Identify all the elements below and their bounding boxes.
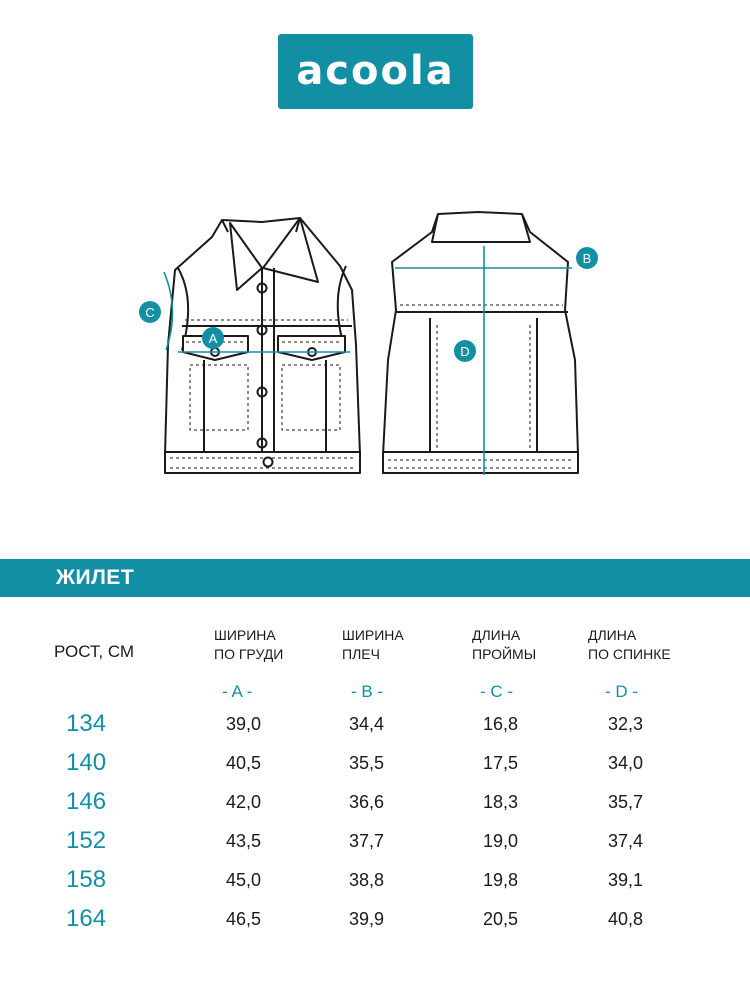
product-title-bar — [0, 559, 750, 597]
height-value: 158 — [66, 866, 107, 893]
height-value: 146 — [66, 788, 107, 815]
vest-front-drawing — [165, 218, 360, 473]
chest-width-value: 39,0 — [226, 714, 262, 734]
column-header-d: ДЛИНА ПО СПИНКЕ — [588, 627, 671, 662]
chest-width-value: 43,5 — [226, 831, 262, 851]
size-row — [0, 905, 750, 943]
garment-diagram — [0, 150, 750, 490]
marker-c — [139, 301, 161, 323]
shoulder-width-value: 36,6 — [349, 792, 385, 812]
back-length-value: 32,3 — [608, 714, 644, 734]
height-column-header: РОСТ, СМ — [54, 642, 135, 661]
back-length-value: 39,1 — [608, 870, 644, 890]
size-row — [0, 827, 750, 865]
height-value: 140 — [66, 749, 107, 776]
armhole-length-value: 19,0 — [483, 831, 519, 851]
shoulder-width-value: 38,8 — [349, 870, 385, 890]
height-value: 152 — [66, 827, 107, 854]
armhole-length-value: 17,5 — [483, 753, 519, 773]
armhole-length-value: 18,3 — [483, 792, 519, 812]
armhole-length-value: 16,8 — [483, 714, 519, 734]
svg-text:C: C — [145, 305, 155, 320]
product-title: ЖИЛЕТ — [56, 566, 135, 589]
chest-width-value: 40,5 — [226, 753, 262, 773]
height-value: 134 — [66, 710, 107, 737]
column-code-d: - D - — [605, 682, 639, 701]
column-code-c: - C - — [480, 682, 514, 701]
vest-back-drawing — [383, 212, 578, 473]
shoulder-width-value: 35,5 — [349, 753, 385, 773]
size-row — [0, 710, 750, 748]
column-header-b: ШИРИНА ПЛЕЧ — [342, 627, 404, 662]
svg-text:B: B — [582, 251, 592, 266]
column-header-a: ШИРИНА ПО ГРУДИ — [214, 627, 284, 662]
marker-d — [454, 340, 476, 362]
back-length-value: 40,8 — [608, 909, 644, 929]
brand-logo — [278, 34, 473, 109]
marker-a — [202, 327, 224, 349]
chest-width-value: 46,5 — [226, 909, 262, 929]
size-row — [0, 866, 750, 904]
svg-text:D: D — [460, 344, 470, 359]
back-length-value: 37,4 — [608, 831, 644, 851]
back-length-value: 35,7 — [608, 792, 644, 812]
shoulder-width-value: 39,9 — [349, 909, 385, 929]
svg-text:A: A — [208, 331, 218, 346]
back-length-value: 34,0 — [608, 753, 644, 773]
height-value: 164 — [66, 905, 107, 932]
armhole-length-value: 20,5 — [483, 909, 519, 929]
shoulder-width-value: 34,4 — [349, 714, 385, 734]
brand-logo-text: acoola — [296, 47, 455, 94]
column-header-c: ДЛИНА ПРОЙМЫ — [472, 627, 537, 662]
marker-b — [576, 247, 598, 269]
armhole-length-value: 19,8 — [483, 870, 519, 890]
column-code-b: - B - — [351, 682, 384, 701]
column-code-a: - A - — [222, 682, 253, 701]
size-row — [0, 749, 750, 787]
chest-width-value: 42,0 — [226, 792, 262, 812]
shoulder-width-value: 37,7 — [349, 831, 385, 851]
size-row — [0, 788, 750, 826]
chest-width-value: 45,0 — [226, 870, 262, 890]
